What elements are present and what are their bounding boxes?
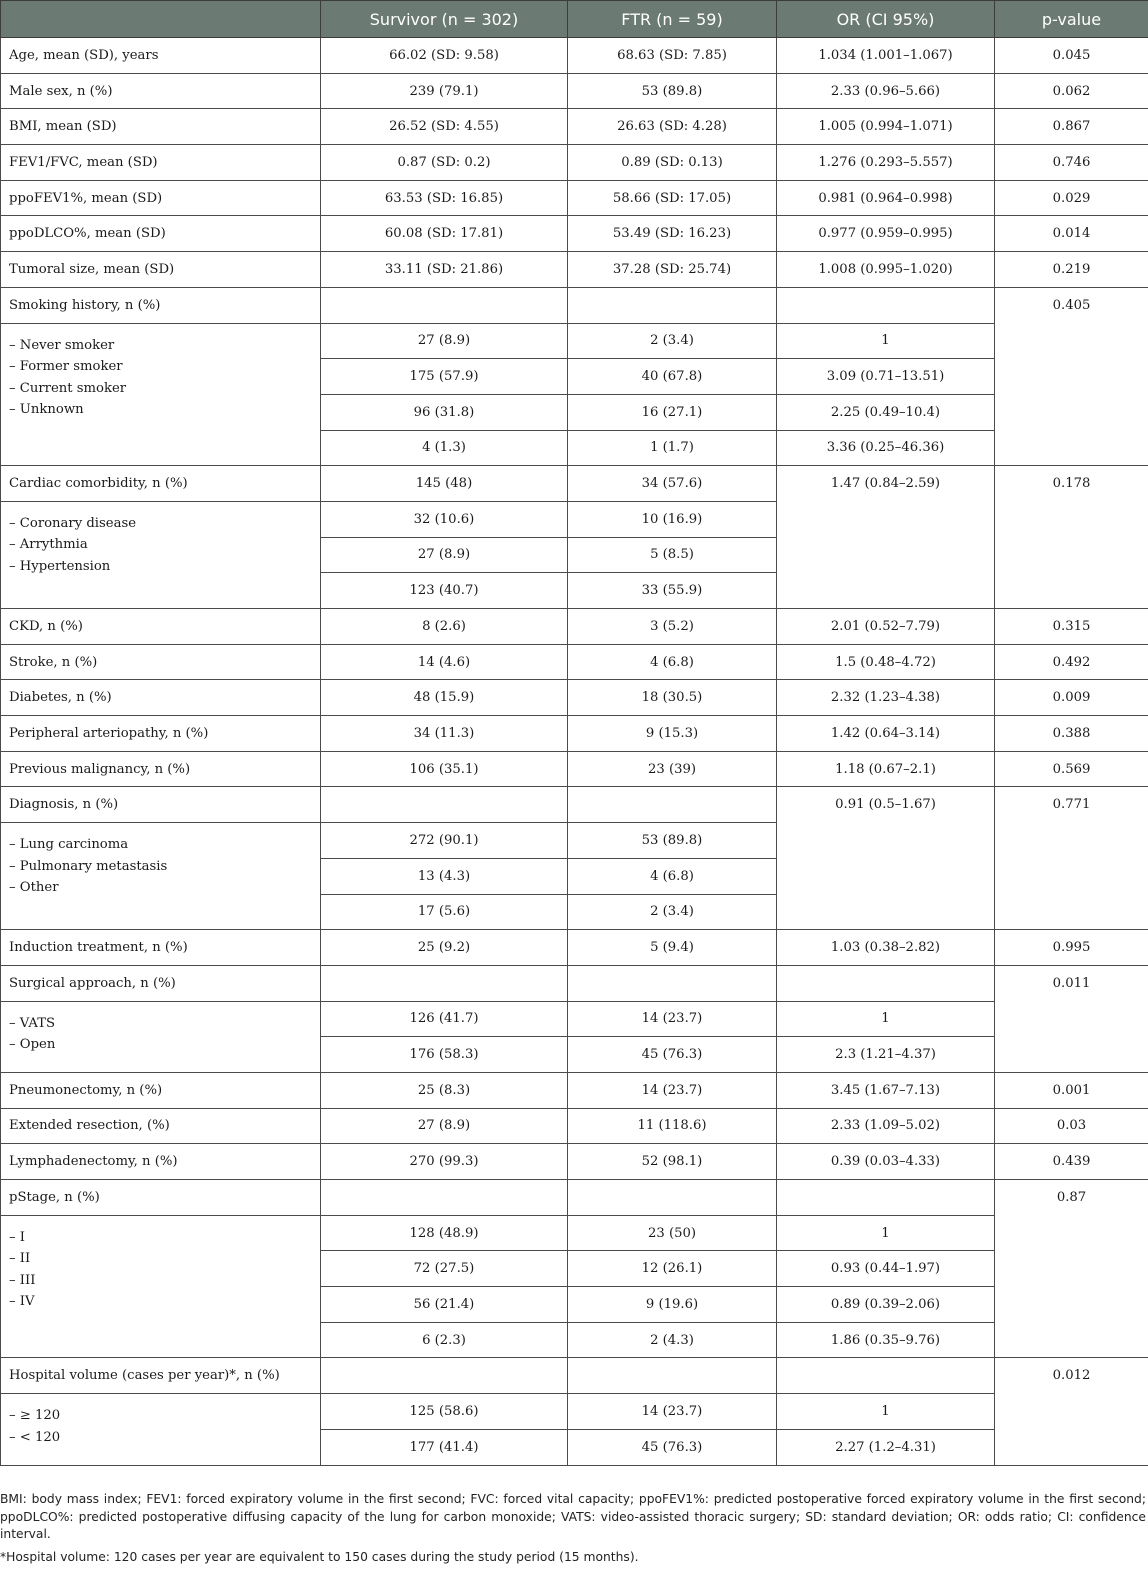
row-label: Diagnosis, n (%) — [1, 787, 321, 823]
table-row — [1, 1072, 1148, 1108]
p-value-cell: 0.867 — [995, 109, 1148, 145]
p-value-cell: 0.995 — [995, 930, 1148, 966]
ftr-cell — [568, 1180, 777, 1216]
table-row — [1, 1108, 1148, 1144]
survivor-cell: 27 (8.9) — [321, 537, 568, 573]
row-label: FEV1/FVC, mean (SD) — [1, 145, 321, 181]
ftr-cell: 34 (57.6) — [568, 466, 777, 502]
p-value-cell: 0.009 — [995, 680, 1148, 716]
p-value-cell: 0.492 — [995, 644, 1148, 680]
ftr-cell — [568, 1358, 777, 1394]
sublabel-cell — [1, 1215, 321, 1358]
sublabel: – Current smoker — [9, 380, 127, 396]
sublabel-cell — [1, 1001, 321, 1072]
row-label: Male sex, n (%) — [1, 73, 321, 109]
table-row — [1, 73, 1148, 109]
ftr-cell: 45 (76.3) — [568, 1037, 777, 1073]
p-value-cell: 0.388 — [995, 716, 1148, 752]
table-row — [1, 1001, 1148, 1037]
or-cell: 1.005 (0.994–1.071) — [777, 109, 995, 145]
survivor-cell: 272 (90.1) — [321, 823, 568, 859]
or-cell: 1.5 (0.48–4.72) — [777, 644, 995, 680]
survivor-cell: 128 (48.9) — [321, 1215, 568, 1251]
or-cell: 2.33 (1.09–5.02) — [777, 1108, 995, 1144]
row-label: pStage, n (%) — [1, 1180, 321, 1216]
sublabel: – Unknown — [9, 402, 84, 417]
or-cell: 2.33 (0.96–5.66) — [777, 73, 995, 109]
ftr-cell: 18 (30.5) — [568, 680, 777, 716]
survivor-cell — [321, 1358, 568, 1394]
survivor-cell: 33.11 (SD: 21.86) — [321, 252, 568, 288]
p-value-cell: 0.405 — [995, 287, 1148, 465]
ftr-cell: 2 (3.4) — [568, 894, 777, 930]
sublabel: – Other — [9, 880, 59, 896]
table-row — [1, 145, 1148, 181]
header-variable — [1, 1, 321, 38]
sublabel: – Arrythmia — [9, 537, 88, 553]
table-row — [1, 1358, 1148, 1394]
or-cell: 1 — [777, 1394, 995, 1430]
ftr-cell: 45 (76.3) — [568, 1429, 777, 1465]
p-value-cell: 0.062 — [995, 73, 1148, 109]
or-cell: 0.91 (0.5–1.67) — [777, 787, 995, 930]
table-header-row — [1, 1, 1148, 38]
header-or: OR (CI 95%) — [777, 1, 995, 38]
survivor-cell: 34 (11.3) — [321, 716, 568, 752]
survivor-cell: 8 (2.6) — [321, 609, 568, 645]
survivor-cell: 72 (27.5) — [321, 1251, 568, 1287]
or-cell: 2.25 (0.49–10.4) — [777, 394, 995, 430]
row-label: Lymphadenectomy, n (%) — [1, 1144, 321, 1180]
sublabel: – ≥ 120 — [9, 1408, 61, 1424]
table-row — [1, 38, 1148, 74]
ftr-cell: 26.63 (SD: 4.28) — [568, 109, 777, 145]
sublabel-cell — [1, 1394, 321, 1465]
row-label: Tumoral size, mean (SD) — [1, 252, 321, 288]
or-cell: 0.977 (0.959–0.995) — [777, 216, 995, 252]
p-value-cell: 0.03 — [995, 1108, 1148, 1144]
p-value-cell: 0.771 — [995, 787, 1148, 930]
ftr-cell: 53 (89.8) — [568, 73, 777, 109]
survivor-cell: 126 (41.7) — [321, 1001, 568, 1037]
row-label: Smoking history, n (%) — [1, 287, 321, 323]
table-row — [1, 180, 1148, 216]
survivor-cell: 175 (57.9) — [321, 359, 568, 395]
p-value-cell: 0.439 — [995, 1144, 1148, 1180]
or-cell: 3.45 (1.67–7.13) — [777, 1072, 995, 1108]
row-label: CKD, n (%) — [1, 609, 321, 645]
ftr-cell: 14 (23.7) — [568, 1394, 777, 1430]
table-row — [1, 609, 1148, 645]
ftr-cell — [568, 287, 777, 323]
or-cell: 1 — [777, 323, 995, 359]
ftr-cell: 2 (4.3) — [568, 1322, 777, 1358]
row-label: Hospital volume (cases per year)*, n (%) — [1, 1358, 321, 1394]
survivor-cell: 177 (41.4) — [321, 1429, 568, 1465]
or-cell: 3.09 (0.71–13.51) — [777, 359, 995, 395]
p-value-cell: 0.569 — [995, 751, 1148, 787]
table-row — [1, 323, 1148, 359]
or-cell: 3.36 (0.25–46.36) — [777, 430, 995, 466]
ftr-cell: 53 (89.8) — [568, 823, 777, 859]
survivor-cell: 32 (10.6) — [321, 501, 568, 537]
p-value-cell: 0.012 — [995, 1358, 1148, 1465]
table-row — [1, 787, 1148, 823]
footnote-hospital-volume: *Hospital volume: 120 cases per year are equivalent to 150 cases during the study period (15 months). — [0, 1550, 639, 1564]
or-cell: 1.008 (0.995–1.020) — [777, 252, 995, 288]
p-value-cell: 0.315 — [995, 609, 1148, 645]
table-row — [1, 216, 1148, 252]
ftr-cell: 11 (118.6) — [568, 1108, 777, 1144]
table-row — [1, 965, 1148, 1001]
table-row — [1, 252, 1148, 288]
survivor-cell: 176 (58.3) — [321, 1037, 568, 1073]
survivor-cell: 145 (48) — [321, 466, 568, 502]
survivor-cell: 13 (4.3) — [321, 858, 568, 894]
sublabel: – Never smoker — [9, 337, 115, 353]
row-label: Peripheral arteriopathy, n (%) — [1, 716, 321, 752]
sublabel-cell — [1, 323, 321, 466]
sublabel: – VATS — [9, 1015, 56, 1031]
ftr-cell: 1 (1.7) — [568, 430, 777, 466]
ftr-cell: 37.28 (SD: 25.74) — [568, 252, 777, 288]
or-cell: 1 — [777, 1215, 995, 1251]
or-cell: 1 — [777, 1001, 995, 1037]
survivor-cell: 63.53 (SD: 16.85) — [321, 180, 568, 216]
row-label: Pneumonectomy, n (%) — [1, 1072, 321, 1108]
row-label: Stroke, n (%) — [1, 644, 321, 680]
or-cell — [777, 965, 995, 1001]
or-cell: 2.27 (1.2–4.31) — [777, 1429, 995, 1465]
ftr-cell: 52 (98.1) — [568, 1144, 777, 1180]
survivor-cell: 0.87 (SD: 0.2) — [321, 145, 568, 181]
table-row — [1, 1180, 1148, 1216]
survivor-cell: 96 (31.8) — [321, 394, 568, 430]
or-cell — [777, 287, 995, 323]
sublabel: – IV — [9, 1294, 35, 1310]
ftr-cell: 10 (16.9) — [568, 501, 777, 537]
ftr-cell: 33 (55.9) — [568, 573, 777, 609]
ftr-cell: 12 (26.1) — [568, 1251, 777, 1287]
sublabel: – Pulmonary metastasis — [9, 858, 168, 874]
table-row — [1, 1215, 1148, 1251]
ftr-cell — [568, 965, 777, 1001]
p-value-cell: 0.87 — [995, 1180, 1148, 1358]
survivor-cell: 125 (58.6) — [321, 1394, 568, 1430]
table-row — [1, 287, 1148, 323]
row-label: BMI, mean (SD) — [1, 109, 321, 145]
survivor-cell: 25 (8.3) — [321, 1072, 568, 1108]
table-row — [1, 930, 1148, 966]
ftr-cell: 23 (39) — [568, 751, 777, 787]
survivor-cell: 4 (1.3) — [321, 430, 568, 466]
ftr-cell: 3 (5.2) — [568, 609, 777, 645]
row-label: Extended resection, (%) — [1, 1108, 321, 1144]
survivor-cell — [321, 1180, 568, 1216]
or-cell: 1.034 (1.001–1.067) — [777, 38, 995, 74]
ftr-cell: 68.63 (SD: 7.85) — [568, 38, 777, 74]
or-cell: 1.18 (0.67–2.1) — [777, 751, 995, 787]
p-value-cell: 0.014 — [995, 216, 1148, 252]
row-label: Previous malignancy, n (%) — [1, 751, 321, 787]
ftr-cell: 5 (8.5) — [568, 537, 777, 573]
p-value-cell: 0.219 — [995, 252, 1148, 288]
table-row — [1, 1394, 1148, 1430]
ftr-cell: 40 (67.8) — [568, 359, 777, 395]
ftr-cell — [568, 787, 777, 823]
sublabel: – I — [9, 1229, 25, 1245]
survivor-cell: 48 (15.9) — [321, 680, 568, 716]
sublabel: – Lung carcinoma — [9, 837, 129, 853]
p-value-cell: 0.029 — [995, 180, 1148, 216]
row-label: ppoFEV1%, mean (SD) — [1, 180, 321, 216]
ftr-cell: 9 (19.6) — [568, 1287, 777, 1323]
sublabel: – Coronary disease — [9, 515, 137, 531]
header-survivor: Survivor (n = 302) — [321, 1, 568, 38]
survivor-cell: 14 (4.6) — [321, 644, 568, 680]
ftr-cell: 9 (15.3) — [568, 716, 777, 752]
footnote-abbreviations: BMI: body mass index; FEV1: forced expiratory volume in the first second; FVC: forced vital capacity; ppoFEV1%: predicted postoperative forced expiratory volume in the first second; ppoDLCO%: predicted postoperative diffusing capacity of the lung for carbon monoxide; VATS: video-assisted thoracic surgery; SD: standard deviation; OR: odds ratio; CI: confidence interval. — [0, 1492, 1146, 1541]
row-label: Cardiac comorbidity, n (%) — [1, 466, 321, 502]
survivor-cell — [321, 965, 568, 1001]
survivor-cell: 26.52 (SD: 4.55) — [321, 109, 568, 145]
ftr-cell: 14 (23.7) — [568, 1001, 777, 1037]
or-cell: 1.276 (0.293–5.557) — [777, 145, 995, 181]
p-value-cell: 0.001 — [995, 1072, 1148, 1108]
row-label: Induction treatment, n (%) — [1, 930, 321, 966]
ftr-cell: 4 (6.8) — [568, 644, 777, 680]
ftr-cell: 14 (23.7) — [568, 1072, 777, 1108]
or-cell: 1.42 (0.64–3.14) — [777, 716, 995, 752]
sublabel-cell — [1, 501, 321, 608]
ftr-cell: 16 (27.1) — [568, 394, 777, 430]
table-row — [1, 466, 1148, 502]
or-cell: 0.89 (0.39–2.06) — [777, 1287, 995, 1323]
survivor-cell: 56 (21.4) — [321, 1287, 568, 1323]
header-ftr: FTR (n = 59) — [568, 1, 777, 38]
row-label: ppoDLCO%, mean (SD) — [1, 216, 321, 252]
or-cell: 1.03 (0.38–2.82) — [777, 930, 995, 966]
row-label: Age, mean (SD), years — [1, 38, 321, 74]
ftr-cell: 5 (9.4) — [568, 930, 777, 966]
or-cell: 0.93 (0.44–1.97) — [777, 1251, 995, 1287]
or-cell — [777, 1180, 995, 1216]
or-cell: 2.32 (1.23–4.38) — [777, 680, 995, 716]
survivor-cell: 239 (79.1) — [321, 73, 568, 109]
or-cell: 2.3 (1.21–4.37) — [777, 1037, 995, 1073]
survivor-cell: 123 (40.7) — [321, 573, 568, 609]
sublabel: – II — [9, 1251, 31, 1267]
sublabel: – Former smoker — [9, 359, 123, 374]
ftr-cell: 2 (3.4) — [568, 323, 777, 359]
sublabel: – III — [9, 1272, 36, 1288]
row-label: Diabetes, n (%) — [1, 680, 321, 716]
survivor-cell: 27 (8.9) — [321, 323, 568, 359]
or-cell — [777, 1358, 995, 1394]
ftr-cell: 4 (6.8) — [568, 858, 777, 894]
or-cell: 0.981 (0.964–0.998) — [777, 180, 995, 216]
survivor-cell: 25 (9.2) — [321, 930, 568, 966]
ftr-cell: 0.89 (SD: 0.13) — [568, 145, 777, 181]
or-cell: 1.86 (0.35–9.76) — [777, 1322, 995, 1358]
survivor-cell: 66.02 (SD: 9.58) — [321, 38, 568, 74]
survivor-cell: 27 (8.9) — [321, 1108, 568, 1144]
header-p-value: p-value — [995, 1, 1148, 38]
p-value-cell: 0.045 — [995, 38, 1148, 74]
sublabel-cell — [1, 823, 321, 930]
table-row — [1, 109, 1148, 145]
ftr-cell: 53.49 (SD: 16.23) — [568, 216, 777, 252]
ftr-cell: 23 (50) — [568, 1215, 777, 1251]
survivor-cell: 6 (2.3) — [321, 1322, 568, 1358]
table-row — [1, 751, 1148, 787]
or-cell: 2.01 (0.52–7.79) — [777, 609, 995, 645]
survivor-cell: 17 (5.6) — [321, 894, 568, 930]
or-cell: 0.39 (0.03–4.33) — [777, 1144, 995, 1180]
ftr-cell: 58.66 (SD: 17.05) — [568, 180, 777, 216]
p-value-cell: 0.746 — [995, 145, 1148, 181]
sublabel: – Hypertension — [9, 558, 111, 574]
row-label: Surgical approach, n (%) — [1, 965, 321, 1001]
p-value-cell: 0.011 — [995, 965, 1148, 1072]
p-value-cell: 0.178 — [995, 466, 1148, 609]
table-row — [1, 680, 1148, 716]
survivor-cell — [321, 787, 568, 823]
survivor-cell — [321, 287, 568, 323]
survivor-cell: 270 (99.3) — [321, 1144, 568, 1180]
survivor-cell: 106 (35.1) — [321, 751, 568, 787]
table-row — [1, 644, 1148, 680]
survivor-cell: 60.08 (SD: 17.81) — [321, 216, 568, 252]
table-row — [1, 1144, 1148, 1180]
or-cell: 1.47 (0.84–2.59) — [777, 466, 995, 609]
table-row — [1, 716, 1148, 752]
sublabel: – Open — [9, 1037, 56, 1053]
sublabel: – < 120 — [9, 1429, 61, 1445]
